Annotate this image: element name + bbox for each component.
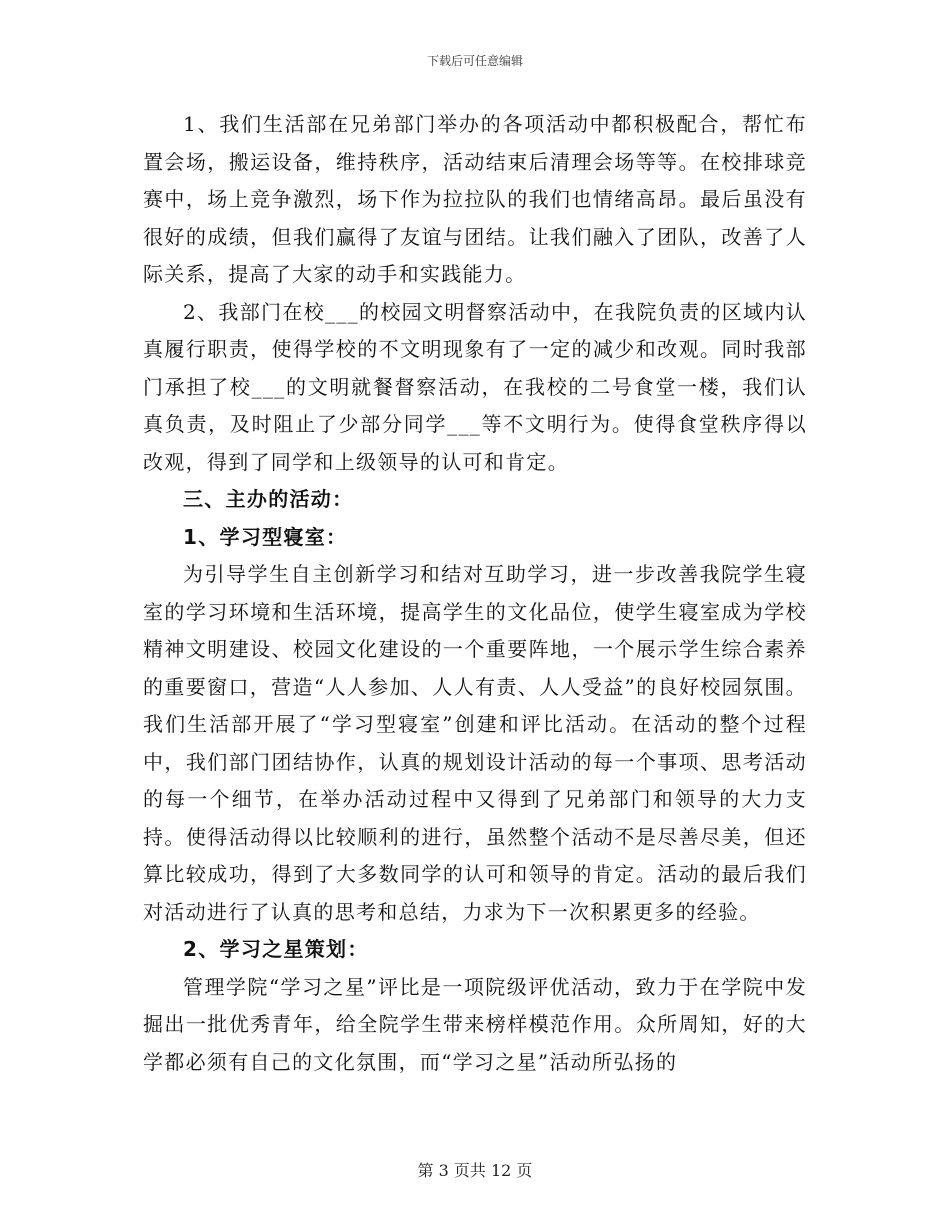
paragraph-2: 2、我部门在校___的校园文明督察活动中，在我院负责的区域内认真履行职责，使得学校的不文明现象有了一定的减少和改观。同时我部门承担了校___的文明就餐督察活动，在我校的二号食堂一楼，我们认真负责，及时阻止了少部分同学___等不文明行为。使得食堂秩序得以改观，得到了同学和上级领导的认可和肯定。 xyxy=(143,299,807,474)
paragraph-4: 管理学院“学习之星”评比是一项院级评优活动，致力于在学院中发掘出一批优秀青年，给全院学生带来榜样模范作用。众所周知，好的大学都必须有自己的文化氛围，而“学习之星”活动所弘扬的 xyxy=(143,974,807,1074)
page-footer: 第 3 页共 12 页 xyxy=(417,1161,533,1180)
document-body xyxy=(143,106,807,1081)
section-heading: 三、主办的活动： xyxy=(183,487,354,511)
subsection-heading-2: 2、学习之星策划： xyxy=(183,937,369,961)
paragraph-1: 1、我们生活部在兄弟部门举办的各项活动中都积极配合，帮忙布置会场，搬运设备，维持秩序，活动结束后清理会场等等。在校排球竞赛中，场上竞争激烈，场下作为拉拉队的我们也情绪高昂。最后虽没有很好的成绩，但我们赢得了友谊与团结。让我们融入了团队，改善了人际关系，提高了大家的动手和实践能力。 xyxy=(143,112,807,286)
paragraph-3: 为引导学生自主创新学习和结对互助学习，进一步改善我院学生寝室的学习环境和生活环境，提高学生的文化品位，使学生寝室成为学校精神文明建设、校园文化建设的一个重要阵地，一个展示学生综合素养的重要窗口，营造“人人参加、人人有责、人人受益”的良好校园氛围。我们生活部开展了“学习型寝室”创建和评比活动。在活动的整个过程中，我们部门团结协作，认真的规划设计活动的每一个事项、思考活动的每一个细节，在举办活动过程中又得到了兄弟部门和领导的大力支持。使得活动得以比较顺利的进行，虽然整个活动不是尽善尽美，但还算比较成功，得到了大多数同学的认可和领导的肯定。活动的最后我们对活动进行了认真的思考和总结，力求为下一次积累更多的经验。 xyxy=(143,562,807,924)
page-header: 下载后可任意编辑 xyxy=(426,54,523,68)
subsection-heading-1: 1、学习型寝室： xyxy=(183,524,348,549)
